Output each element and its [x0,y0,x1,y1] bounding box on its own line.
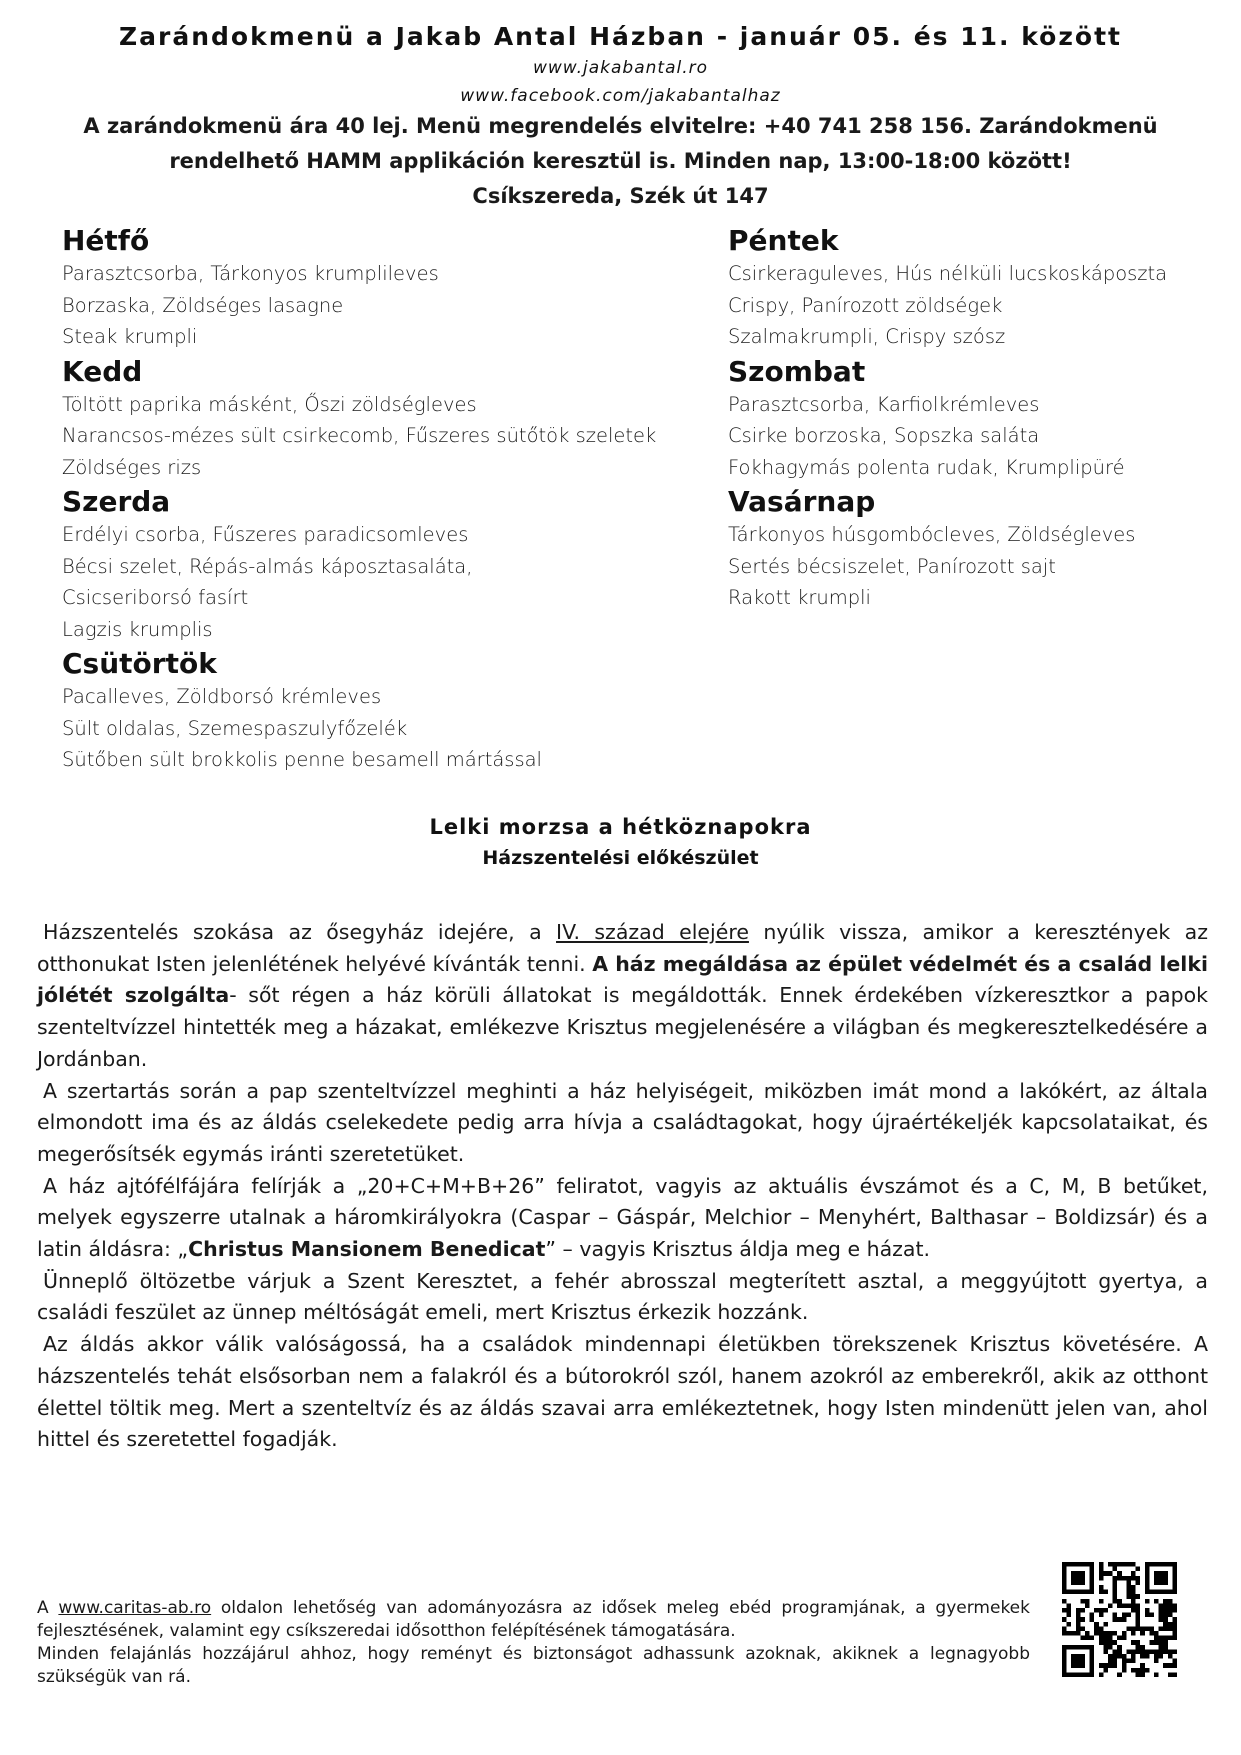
text: Házszentelés szokása az ősegyház idejére, a [43,920,557,944]
day-name: Kedd [62,354,143,388]
article-paragraph: Ünneplő öltözetbe várjuk a Szent Keresztet, a fehér abrosszal megterített asztal, a meggyújtott gyertya, a családi feszület az ünnep méltóságát emeli, mert Krisztus érkezik hozzánk. [37,1268,1208,1325]
underlined-text: IV. század elejére [556,920,749,944]
day-name: Szombat [728,354,866,388]
dish-line: Narancsos-mézes sült csirkecomb, Fűszeres sütőtök szeletek [62,424,657,447]
section-subtitle: Házszentelési előkészület [482,847,759,869]
article-paragraph: A szertartás során a pap szenteltvízzel meghinti a ház helyiségeit, miközben imát mond a lakókért, az általa elmondott ima és az áldás cselekedete pedig arra hívja a családtagokat, hogy újraértékeljék kapcsolataikat, és megerősítsék egymás iránti szeretetüket. [37,1078,1208,1166]
dish-line: Fokhagymás polenta rudak, Krumplipüré [728,455,1125,479]
section-title: Lelki morzsa a hétköznapokra [429,815,812,839]
dish-line: Parasztcsorba, Tárkonyos krumplileves [62,262,439,285]
dish-line: Sütőben sült brokkolis penne besamell mártással [62,748,542,771]
day-name: Hétfő [62,224,150,257]
caritas-link[interactable]: www.caritas-ab.ro [58,1598,212,1618]
bold-text: Christus Mansionem Benedicat [188,1237,546,1262]
article-paragraph [37,917,1208,1076]
address: Csíkszereda, Szék út 147 [472,184,769,208]
order-info-line: rendelhető HAMM applikáción keresztül is. Minden nap, 13:00-18:00 között! [169,149,1072,173]
menu-day-2 [62,485,702,645]
footer-note [37,1597,1030,1689]
dish-line: Sertés bécsiszelet, Panírozott sajt [728,554,1056,578]
text: nyúlik vissza, amikor a keresztények az otthonukat Isten jelenlétének helyévé kívánták tenni. [37,920,1208,976]
day-name: Csütörtök [62,647,217,680]
text: ” – vagyis Krisztus áldja meg e házat. [545,1237,931,1262]
dish-line: Bécsi szelet, Répás-almás káposztasaláta, [62,554,473,578]
menu-right-column [728,222,1228,616]
day-name: Vasárnap [728,485,876,518]
dish-line: Zöldséges rizs [62,455,202,479]
day-name: Szerda [62,485,171,518]
dish-line: Steak krumpli [62,325,198,348]
qr-code-icon [1062,1562,1177,1677]
dish-line: Rakott krumpli [728,586,871,609]
dish-line: Csirkeraguleves, Hús nélküli lucskoskáposzta [728,262,1168,285]
dish-line: Szalmakrumpli, Crispy szósz [728,325,1006,348]
dish-line: Tárkonyos húsgombócleves, Zöldségleves [728,523,1136,546]
menu-day-2 [728,485,1228,614]
menu-day-3 [62,647,702,776]
day-name: Péntek [728,224,839,257]
dish-line: Parasztcsorba, Karfiolkrémleves [728,392,1040,416]
dish-line: Lagzis krumplis [62,617,213,641]
text: A [37,1598,59,1618]
price-info-line: A zarándokmenü ára 40 lej. Menü megrendelés elvitelre: +40 741 258 156. Zarándokmenü [83,114,1158,138]
dish-line: Töltött paprika másként, Őszi zöldségleves [62,392,477,416]
text: Minden felajánlás hozzájárul ahhoz, hogy reményt és biztonságot adhassunk azoknak, akiknek a legnagyobb szükségük van rá. [37,1644,1030,1687]
text: oldalon lehetőség van adományozásra az idősek meleg ebéd programjának, a gyermekek fejlesztésének, valamint egy csíkszeredai idősotthon felépítésének támogatására. [37,1598,1030,1641]
dish-line: Borzaska, Zöldséges lasagne [62,293,344,317]
menu-day-0 [62,224,702,353]
text: A ház ajtófélfájára felírják a „20+C+M+B+26” feliratot, vagyis az aktuális évszámot és a C, M, B betűket, melyek egyszerre utalnak a háromkirályokra (Caspar – Gáspár, Melchior – Menyhért, Balthasar – Boldizsár) és a latin áldásra: „ [37,1173,1208,1262]
page-title: Zarándokmenü a Jakab Antal Házban - január 05. és 11. között [119,22,1122,51]
dish-line: Sült oldalas, Szemespaszulyfőzelék [62,716,408,740]
text: - sőt régen a ház körüli állatokat is megáldották. Ennek érdekében vízkeresztkor a papok szenteltvízzel hintették meg a házakat, emlékezve Krisztus megjelenésére a világban és megkeresztelkedésére a Jordánban. [37,983,1208,1071]
menu-left-column [62,222,702,778]
dish-line: Csicseriborsó fasírt [62,586,249,609]
dish-line: Pacalleves, Zöldborsó krémleves [62,685,382,708]
menu-day-1 [728,355,1228,484]
dish-line: Csirke borzoska, Sopszka saláta [728,424,1040,447]
bold-text: A ház megáldása az épület védelmét és a család lelki jólétét szolgálta [37,951,1208,1008]
website-link[interactable]: www.jakabantal.ro [532,58,708,78]
article-paragraph: Az áldás akkor válik valóságossá, ha a családok mindennapi életükben törekszenek Krisztus követésére. A házszentelés tehát elsősorban nem a falakról és a bútorokról szól, hanem azokról az emberekről, akik az otthont élettel töltik meg. Mert a szenteltvíz és az áldás szavai arra emlékeztetnek, hogy Isten mindenütt jelen van, ahol hittel és szeretettel fogadják. [37,1332,1208,1452]
dish-line: Crispy, Panírozott zöldségek [728,293,1003,317]
menu-day-0 [728,224,1228,353]
facebook-link[interactable]: www.facebook.com/jakabantalhaz [460,86,781,106]
menu-day-1 [62,355,702,484]
dish-line: Erdélyi csorba, Fűszeres paradicsomleves [62,523,469,546]
article [37,917,1208,1456]
article-paragraph [37,1171,1208,1266]
